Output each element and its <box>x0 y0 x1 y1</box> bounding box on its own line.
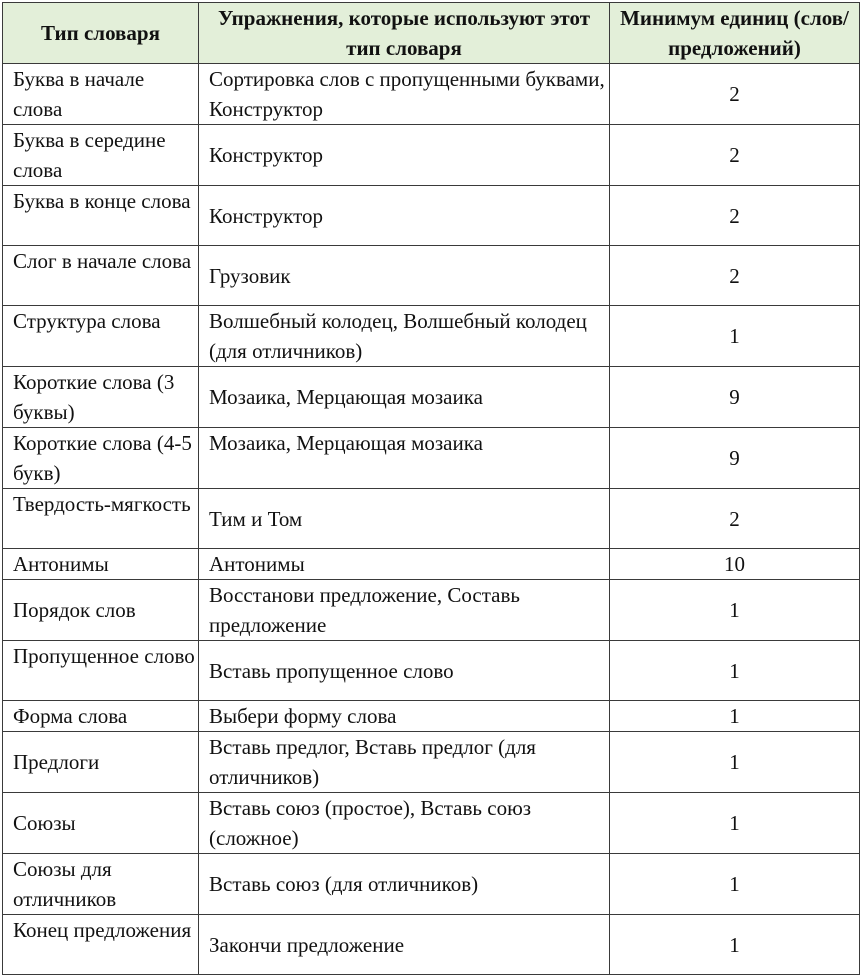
table-row <box>3 701 860 732</box>
cell-min: 1 <box>610 854 860 915</box>
header-type: Тип словаря <box>3 3 199 64</box>
cell-min: 1 <box>610 580 860 641</box>
cell-exercises: Вставь союз (для отличников) <box>199 854 610 915</box>
cell-min: 1 <box>610 306 860 367</box>
table-row <box>3 793 860 854</box>
cell-exercises: Вставь предлог, Вставь предлог (для отличников) <box>199 732 610 793</box>
cell-exercises: Мозаика, Мерцающая мозаика <box>199 367 610 428</box>
cell-exercises: Вставь пропущенное слово <box>199 641 610 701</box>
header-row <box>3 3 860 64</box>
header-exercises: Упражнения, которые используют этот тип словаря <box>199 3 610 64</box>
cell-exercises: Конструктор <box>199 186 610 246</box>
cell-min: 2 <box>610 186 860 246</box>
cell-type: Антонимы <box>3 549 199 580</box>
cell-type: Союзы для отличников <box>3 854 199 915</box>
cell-type: Короткие слова (4-5 букв) <box>3 428 199 489</box>
cell-type: Союзы <box>3 793 199 854</box>
cell-exercises: Вставь союз (простое), Вставь союз (сложное) <box>199 793 610 854</box>
cell-type: Буква в середине слова <box>3 125 199 186</box>
dictionary-types-table <box>2 2 860 975</box>
header-min-units: Минимум единиц (слов/предложений) <box>610 3 860 64</box>
cell-min: 2 <box>610 64 860 125</box>
table-row <box>3 186 860 246</box>
table-row <box>3 580 860 641</box>
table-row <box>3 854 860 915</box>
cell-min: 1 <box>610 641 860 701</box>
cell-type: Буква в начале слова <box>3 64 199 125</box>
cell-min: 2 <box>610 246 860 306</box>
cell-exercises: Закончи предложение <box>199 915 610 975</box>
cell-min: 2 <box>610 125 860 186</box>
cell-exercises: Конструктор <box>199 125 610 186</box>
cell-exercises: Волшебный колодец, Волшебный колодец (для отличников) <box>199 306 610 367</box>
table-row <box>3 732 860 793</box>
cell-exercises: Антонимы <box>199 549 610 580</box>
table-row <box>3 125 860 186</box>
cell-min: 9 <box>610 428 860 489</box>
cell-min: 1 <box>610 701 860 732</box>
cell-exercises: Мозаика, Мерцающая мозаика <box>199 428 610 489</box>
cell-min: 9 <box>610 367 860 428</box>
cell-type: Порядок слов <box>3 580 199 641</box>
cell-min: 10 <box>610 549 860 580</box>
cell-exercises: Тим и Том <box>199 489 610 549</box>
table-row <box>3 64 860 125</box>
cell-type: Форма слова <box>3 701 199 732</box>
table-row <box>3 367 860 428</box>
table-row <box>3 641 860 701</box>
table-row <box>3 549 860 580</box>
table-row <box>3 489 860 549</box>
cell-type: Предлоги <box>3 732 199 793</box>
cell-min: 1 <box>610 732 860 793</box>
cell-min: 1 <box>610 793 860 854</box>
cell-min: 2 <box>610 489 860 549</box>
cell-exercises: Восстанови предложение, Составь предложение <box>199 580 610 641</box>
cell-exercises: Выбери форму слова <box>199 701 610 732</box>
cell-exercises: Сортировка слов с пропущенными буквами, Конструктор <box>199 64 610 125</box>
cell-type: Конец предложения <box>3 915 199 975</box>
cell-type: Твердость-мягкость <box>3 489 199 549</box>
cell-type: Буква в конце слова <box>3 186 199 246</box>
cell-type: Пропущенное слово <box>3 641 199 701</box>
cell-type: Слог в начале слова <box>3 246 199 306</box>
table-row <box>3 428 860 489</box>
cell-min: 1 <box>610 915 860 975</box>
table-row <box>3 306 860 367</box>
cell-exercises: Грузовик <box>199 246 610 306</box>
cell-type: Структура слова <box>3 306 199 367</box>
table-row <box>3 246 860 306</box>
cell-type: Короткие слова (3 буквы) <box>3 367 199 428</box>
